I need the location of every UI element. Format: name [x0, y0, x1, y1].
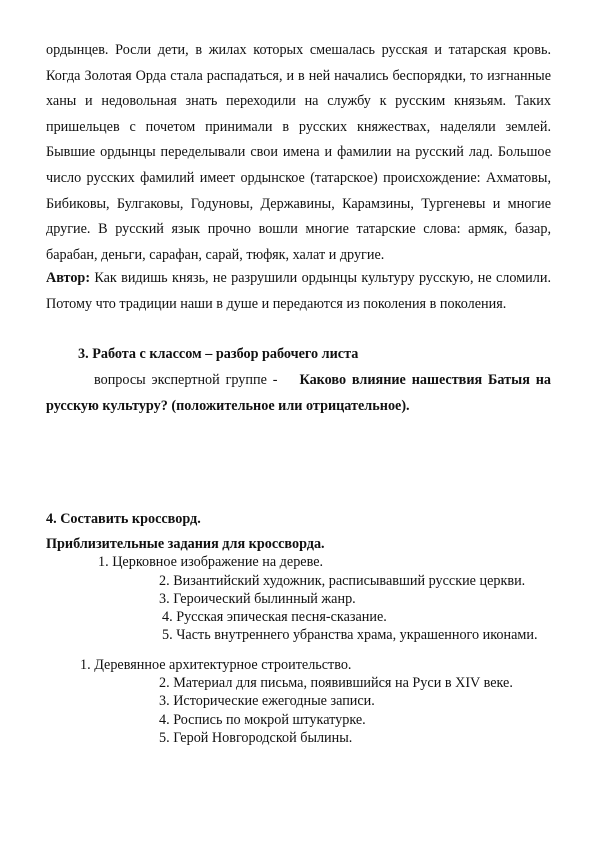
- list-item: 5. Герой Новгородской былины.: [159, 730, 353, 746]
- section-4-heading: 4. Составить кроссворд.: [46, 511, 201, 527]
- crossword-subheading: Приблизительные задания для кроссворда.: [46, 536, 325, 552]
- list-item: 1. Церковное изображение на дереве.: [98, 554, 324, 570]
- list-item: 3. Героический былинный жанр.: [159, 591, 356, 607]
- list-item: 3. Исторические ежегодные записи.: [159, 693, 375, 709]
- author-text: Как видишь князь, не разрушили ордынцы культуру русскую, не сломили. Потому что традиции наши в душе и передаются из поколения в поколения.: [46, 270, 551, 312]
- question-lead: вопросы экспертной группе -: [94, 372, 278, 388]
- author-paragraph: [46, 266, 551, 317]
- list-item: 5. Часть внутреннего убранства храма, украшенного иконами.: [162, 627, 538, 643]
- intro-paragraph: ордынцев. Росли дети, в жилах которых смешалась русская и татарская кровь. Когда Золотая Орда стала распадаться, и в ней начались беспорядки, то изгнанные ханы и недовольная знать переходили на службу к русским князьям. Таких пришельцев с почетом принимали в русских княжествах, наделяли землей. Бывшие ордынцы переделывали свои имена и фамилии на русский лад. Большое число русских фамилий имеет ордынское (татарское) происхождение: Ахматовы, Бибиковы, Булгаковы, Годуновы, Державины, Карамзины, Тургеневы и многие другие. В русский язык прочно вошли многие татарские слова: армяк, базар, барабан, деньги, сарафан, сарай, тюфяк, халат и другие.: [46, 42, 551, 263]
- section-3-question: [46, 368, 551, 419]
- list-item: 2. Византийский художник, расписывавший русские церкви.: [159, 573, 526, 589]
- section-3-heading: 3. Работа с классом – разбор рабочего листа: [78, 346, 359, 362]
- question-bold: Каково влияние нашествия Батыя на русскую культуру? (положительное или отрицательное).: [46, 372, 551, 414]
- list-item: 2. Материал для письма, появившийся на Руси в XIV веке.: [159, 675, 513, 691]
- author-label: Автор:: [46, 270, 91, 286]
- list-item: 4. Русская эпическая песня-сказание.: [162, 609, 387, 625]
- list-item: 1. Деревянное архитектурное строительство.: [80, 657, 352, 673]
- list-item: 4. Роспись по мокрой штукатурке.: [159, 712, 366, 728]
